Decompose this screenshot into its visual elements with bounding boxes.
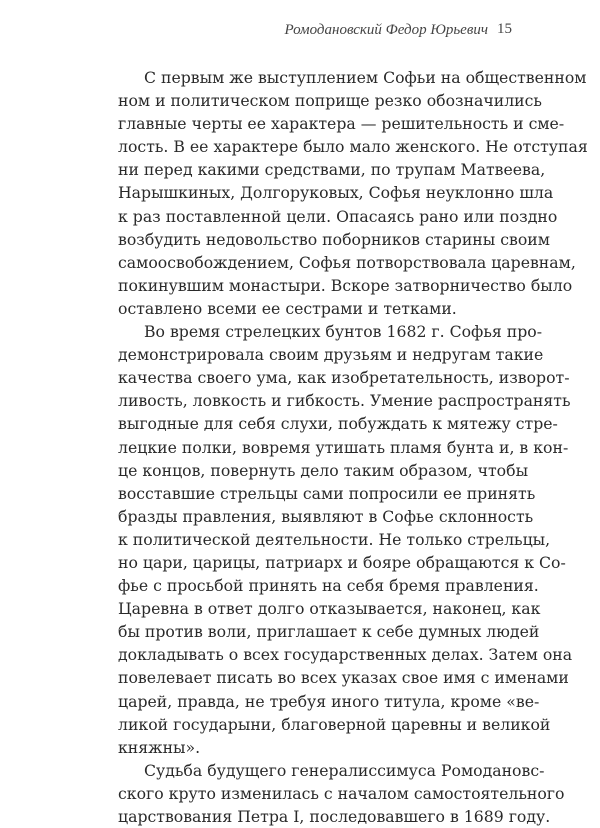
text-line: царствования Петра I, последовавшего в 1689 году.: [118, 807, 551, 826]
text-line: лецкие полки, вовремя утишать пламя бунта и, в кон-: [118, 437, 569, 457]
text-line: выгодные для себя слухи, побуждать к мятежу стре-: [118, 414, 558, 434]
text-line: ского круто изменилась с началом самостоятельного: [118, 783, 565, 803]
text-line: Судьба будущего генералиссимуса Ромодановс-: [144, 760, 545, 780]
text-line: демонстрировала своим друзьям и недругам такие: [118, 345, 544, 365]
body-text: [118, 66, 588, 828]
text-line: докладывать о всех государственных делах. Затем она: [118, 645, 573, 665]
text-line: бы против воли, приглашает к себе думных людей: [118, 622, 540, 642]
running-head-title: Ромодановский Федор Юрьевич: [284, 22, 488, 38]
text-line: оставлено всеми ее сестрами и тетками.: [118, 298, 457, 318]
text-line: Царевна в ответ долго отказывается, наконец, как: [118, 599, 541, 619]
text-line: Во время стрелецких бунтов 1682 г. Софья про-: [144, 322, 542, 342]
text-line: лость. В ее характере было мало женского. Не отступая: [118, 137, 588, 157]
paragraph-2: [118, 320, 573, 759]
text-line: С первым же выступлением Софьи на общественном: [144, 68, 587, 87]
text-line: це концов, повернуть дело таким образом, чтобы: [118, 460, 529, 480]
text-line: ном и политическом поприще резко обозначились: [118, 91, 542, 111]
text-line: ливость, ловкость и гибкость. Умение распространять: [118, 391, 571, 411]
text-line: к раз поставленной цели. Опасаясь рано или поздно: [118, 206, 558, 226]
page-number: 15: [497, 21, 512, 37]
text-line: Нарышкиных, Долгоруковых, Софья неуклонно шла: [118, 183, 554, 203]
text-line: но цари, царицы, патриарх и бояре обращаются к Со-: [118, 552, 566, 572]
text-line: покинувшим монастыри. Вскоре затворничество было: [118, 275, 573, 295]
paragraph-1: [118, 66, 588, 320]
text-line: ликой государыни, благоверной царевны и великой: [118, 714, 551, 734]
text-line: повелевает писать во всех указах свое имя с именами: [118, 668, 569, 688]
text-line: качества своего ума, как изобретательность, изворот-: [118, 368, 570, 388]
text-line: фье с просьбой принять на себя бремя правления.: [118, 576, 539, 596]
text-line: главные черты ее характера — решительность и сме-: [118, 114, 565, 134]
text-line: возбудить недовольство поборников старины своим: [118, 229, 550, 249]
text-line: самоосвобождением, Софья потворствовала царевнам,: [118, 252, 576, 272]
text-line: к политической деятельности. Не только стрельцы,: [118, 529, 551, 549]
text-line: княжны».: [118, 737, 201, 757]
text-line: восставшие стрельцы сами попросили ее принять: [118, 483, 536, 503]
text-line: царей, правда, не требуя иного титула, кроме «ве-: [118, 691, 540, 711]
text-line: ни перед какими средствами, по трупам Матвеева,: [118, 160, 546, 180]
text-line: бразды правления, выявляют в Софье склонность: [118, 506, 534, 526]
paragraph-3: [118, 759, 565, 828]
